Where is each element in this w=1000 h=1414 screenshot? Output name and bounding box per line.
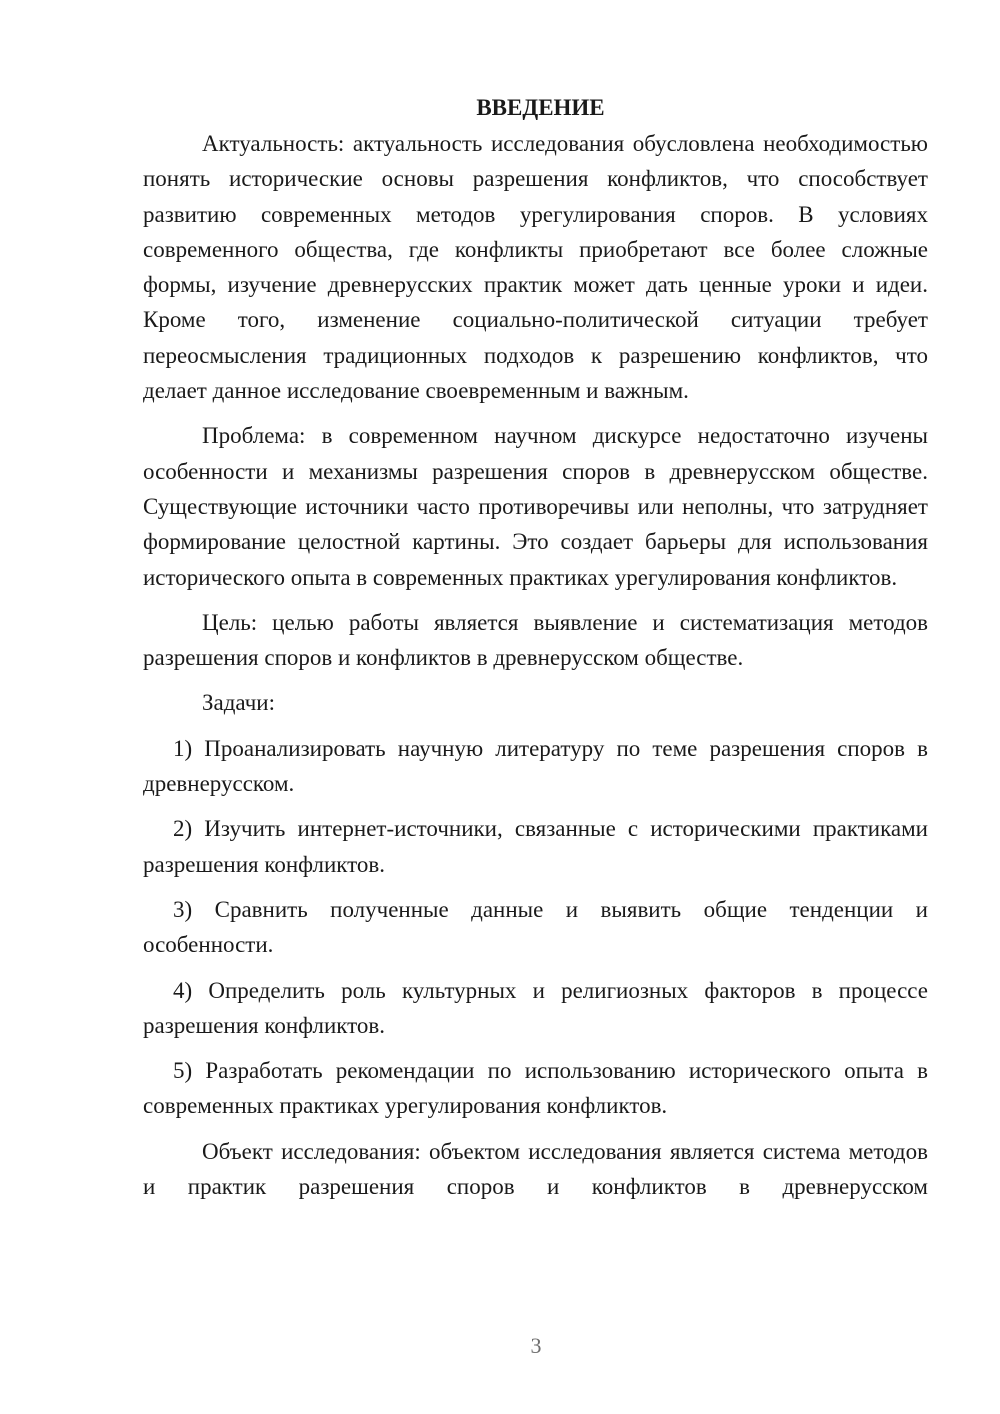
paragraph-goal: Цель: целью работы является выявление и систематизация методов разрешения споров и конфликтов в древнерусском обществе. xyxy=(143,609,928,671)
page-number: 3 xyxy=(530,1333,542,1358)
paragraph-problem: Проблема: в современном научном дискурсе недостаточно изучены особенности и механизмы разрешения споров в древнерусском обществе. Существующие источники часто противоречивы или неполны, что затрудняет формирование целостной картины. Это создает барьеры для использования исторического опыта в современных практиках урегулирования конфликтов. xyxy=(143,423,928,590)
page-content xyxy=(143,90,928,1214)
task-item-5: 5) Разработать рекомендации по использованию исторического опыта в современных практиках урегулирования конфликтов. xyxy=(143,1058,928,1119)
task-item-3: 3) Сравнить полученные данные и выявить общие тенденции и особенности. xyxy=(143,896,928,958)
task-item-2: 2) Изучить интернет-источники, связанные с историческими практиками разрешения конфликтов. xyxy=(143,816,928,877)
paragraph-object: Объект исследования: объектом исследования является система методов и практик разрешения споров и конфликтов в древнерусском xyxy=(143,1138,928,1200)
paragraph-tasks-label: Задачи: xyxy=(202,690,275,716)
page-title: ВВЕДЕНИЕ xyxy=(476,95,605,120)
task-item-1: 1) Проанализировать научную литературу по теме разрешения споров в древнерусском. xyxy=(143,735,928,797)
paragraph-relevance: Актуальность: актуальность исследования обусловлена необходимостью понять исторические основы разрешения конфликтов, что способствует развитию современных методов урегулирования споров. В условиях современного общества, где конфликты приобретают все более сложные формы, изучение древнерусских практик может дать ценные уроки и идеи. Кроме того, изменение социально-политической ситуации требует переосмысления традиционных подходов к разрешению конфликтов, что делает данное исследование своевременным и важным. xyxy=(143,131,928,404)
task-item-4: 4) Определить роль культурных и религиозных факторов в процессе разрешения конфликтов. xyxy=(143,977,928,1038)
